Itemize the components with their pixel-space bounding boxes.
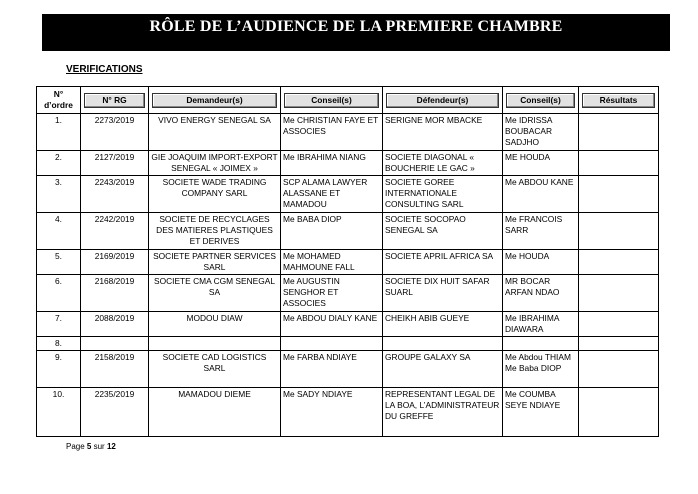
rg-number-cell: 2242/2019 [81,213,149,250]
rg-number-cell [81,337,149,351]
row-number-cell: 10. [37,388,81,437]
table-row [37,250,659,275]
conseil-defendeur-cell: ME HOUDA [503,151,579,176]
demandeur-cell: MODOU DIAW [149,312,281,337]
row-number-cell: 6. [37,275,81,312]
total-pages: 12 [106,442,116,451]
conseil-demandeur-cell: SCP ALAMA LAWYER ALASSANE ET MAMADOU [281,176,383,213]
resultat-cell [579,114,659,151]
conseil1-header-label: Conseil(s) [284,93,379,108]
demandeur-cell [149,337,281,351]
conseil-demandeur-cell: Me AUGUSTIN SENGHOR ET ASSOCIES [281,275,383,312]
demandeur-header-label: Demandeur(s) [152,93,277,108]
resultat-cell [579,312,659,337]
row-number-cell: 4. [37,213,81,250]
table-row [37,388,659,437]
demandeur-cell: SOCIETE CAD LOGISTICS SARL [149,351,281,388]
rg-number-cell: 2243/2019 [81,176,149,213]
column-header-demandeur [149,87,281,114]
row-number-cell: 2. [37,151,81,176]
demandeur-cell: SOCIETE DE RECYCLAGES DES MATIERES PLASTIQUES ET DERIVES [149,213,281,250]
defendeur-header-label: Défendeur(s) [386,93,499,108]
table-row [37,151,659,176]
row-number-cell: 7. [37,312,81,337]
rg-number-cell: 2158/2019 [81,351,149,388]
page-title-banner [42,14,670,51]
rg-number-cell: 2088/2019 [81,312,149,337]
defendeur-cell: SOCIETE SOCOPAO SENEGAL SA [383,213,503,250]
conseil-demandeur-cell: Me SADY NDIAYE [281,388,383,437]
page-of-label: sur [93,442,105,451]
resultats-header-label: Résultats [582,93,655,108]
table-row [37,114,659,151]
conseil-defendeur-cell: Me IBRAHIMA DIAWARA [503,312,579,337]
demandeur-cell: SOCIETE PARTNER SERVICES SARL [149,250,281,275]
conseil-demandeur-cell [281,337,383,351]
demandeur-cell: MAMADOU DIEME [149,388,281,437]
column-header-conseil-demandeur [281,87,383,114]
column-header-ordre [37,87,81,114]
defendeur-cell: SOCIETE DIAGONAL « BOUCHERIE LE GAC » [383,151,503,176]
row-number-cell: 3. [37,176,81,213]
table-body [37,114,659,437]
demandeur-cell: SOCIETE WADE TRADING COMPANY SARL [149,176,281,213]
resultat-cell [579,151,659,176]
conseil-defendeur-cell: Me ABDOU KANE [503,176,579,213]
resultat-cell [579,275,659,312]
resultat-cell [579,250,659,275]
column-header-resultats [579,87,659,114]
defendeur-cell: SOCIETE GOREE INTERNATIONALE CONSULTING SARL [383,176,503,213]
rg-header-label: N° RG [84,93,145,108]
conseil-demandeur-cell: Me MOHAMED MAHMOUNE FALL [281,250,383,275]
row-number-cell: 5. [37,250,81,275]
defendeur-cell: CHEIKH ABIB GUEYE [383,312,503,337]
conseil-demandeur-cell: Me BABA DIOP [281,213,383,250]
row-number-cell: 9. [37,351,81,388]
rg-number-cell: 2235/2019 [81,388,149,437]
defendeur-cell [383,337,503,351]
conseil-demandeur-cell: Me ABDOU DIALY KANE [281,312,383,337]
conseil-defendeur-cell: Me IDRISSA BOUBACAR SADJHO [503,114,579,151]
defendeur-cell: REPRESENTANT LEGAL DE LA BOA, L’ADMINISTRATEUR DU GREFFE [383,388,503,437]
conseil-defendeur-cell: MR BOCAR ARFAN NDAO [503,275,579,312]
demandeur-cell: VIVO ENERGY SENEGAL SA [149,114,281,151]
defendeur-cell: GROUPE GALAXY SA [383,351,503,388]
row-number-cell: 1. [37,114,81,151]
conseil-defendeur-cell: Me COUMBA SEYE NDIAYE [503,388,579,437]
defendeur-cell: SERIGNE MOR MBACKE [383,114,503,151]
rg-number-cell: 2169/2019 [81,250,149,275]
table-row [37,275,659,312]
resultat-cell [579,351,659,388]
defendeur-cell: SOCIETE DIX HUIT SAFAR SUARL [383,275,503,312]
table-row [37,351,659,388]
conseil-demandeur-cell: Me IBRAHIMA NIANG [281,151,383,176]
table-row [37,176,659,213]
demandeur-cell: GIE JOAQUIM IMPORT-EXPORT SENEGAL « JOIMEX » [149,151,281,176]
conseil-defendeur-cell [503,337,579,351]
resultat-cell [579,337,659,351]
page-label: Page [66,442,85,451]
conseil-demandeur-cell: Me FARBA NDIAYE [281,351,383,388]
column-header-conseil-defendeur [503,87,579,114]
rg-number-cell: 2168/2019 [81,275,149,312]
conseil2-header-label: Conseil(s) [506,93,575,108]
rg-number-cell: 2273/2019 [81,114,149,151]
table-row [37,213,659,250]
section-heading: VERIFICATIONS [66,64,143,75]
table-row [37,337,659,351]
resultat-cell [579,213,659,250]
demandeur-cell: SOCIETE CMA CGM SENEGAL SA [149,275,281,312]
column-header-defendeur [383,87,503,114]
defendeur-cell: SOCIETE APRIL AFRICA SA [383,250,503,275]
page-title: RÔLE DE L’AUDIENCE DE LA PREMIERE CHAMBRE [149,18,563,35]
rg-number-cell: 2127/2019 [81,151,149,176]
page-footer [66,442,116,451]
resultat-cell [579,176,659,213]
hearing-roll-table [36,86,659,437]
row-number-cell: 8. [37,337,81,351]
conseil-defendeur-cell: Me HOUDA [503,250,579,275]
conseil-demandeur-cell: Me CHRISTIAN FAYE ET ASSOCIES [281,114,383,151]
table-row [37,312,659,337]
ordre-header-line2: d’ordre [44,100,73,110]
column-header-rg [81,87,149,114]
ordre-header-line1: N° [53,89,64,99]
conseil-defendeur-cell: Me Abdou THIAM Me Baba DIOP [503,351,579,388]
conseil-defendeur-cell: Me FRANCOIS SARR [503,213,579,250]
page-number: 5 [86,442,92,451]
resultat-cell [579,388,659,437]
